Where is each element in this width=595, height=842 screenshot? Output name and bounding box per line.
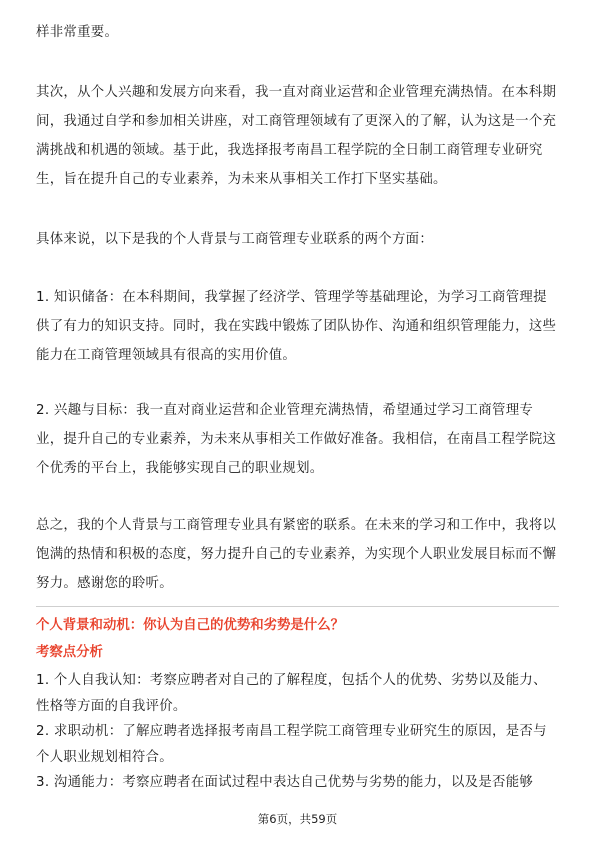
paragraph-continuation: 样非常重要。	[36, 25, 119, 40]
paragraph-conclusion: 总之，我的个人背景与工商管理专业具有紧密的联系。在未来的学习和工作中，我将以饱满的热情和积极的态度，努力提升自己的专业素养，为实现个人职业发展目标而不懈努力。感谢您的聆听。	[36, 518, 557, 591]
analysis-points	[36, 668, 559, 796]
analysis-point: 2. 求职动机：了解应聘者选择报考南昌工程学院工商管理专业研究生的原因，是否与个人职业规划相符合。	[36, 724, 547, 765]
paragraph-knowledge: 1. 知识储备：在本科期间，我掌握了经济学、管理学等基础理论，为学习工商管理提供了有力的知识支持。同时，我在实践中锻炼了团队协作、沟通和组织管理能力，这些能力在工商管理领域具有很高的实用价值。	[36, 290, 557, 363]
paragraph-interest: 2. 兴趣与目标：我一直对商业运营和企业管理充满热情，希望通过学习工商管理专业，提升自己的专业素养，为未来从事相关工作做好准备。我相信，在南昌工程学院这个优秀的平台上，我能够实现自己的职业规划。	[36, 403, 557, 476]
paragraph-intro-list: 具体来说，以下是我的个人背景与工商管理专业联系的两个方面：	[36, 232, 434, 247]
question-heading: 个人背景和动机：你认为自己的优势和劣势是什么？	[36, 618, 344, 633]
section-divider	[36, 606, 559, 607]
paragraph-motivation: 其次，从个人兴趣和发展方向来看，我一直对商业运营和企业管理充满热情。在本科期间，我通过自学和参加相关讲座，对工商管理领域有了更深入的了解，认为这是一个充满挑战和机遇的领域。基于此，我选择报考南昌工程学院的全日制工商管理专业研究生，旨在提升自己的专业素养，为未来从事相关工作打下坚实基础。	[36, 85, 557, 187]
page-number: 第6页，共59页	[257, 812, 338, 826]
analysis-point: 3. 沟通能力：考察应聘者在面试过程中表达自己优势与劣势的能力，以及是否能够	[36, 775, 534, 790]
analysis-heading: 考察点分析	[36, 645, 103, 660]
analysis-point: 1. 个人自我认知：考察应聘者对自己的了解程度，包括个人的优势、劣势以及能力、性格等方面的自我评价。	[36, 673, 547, 714]
